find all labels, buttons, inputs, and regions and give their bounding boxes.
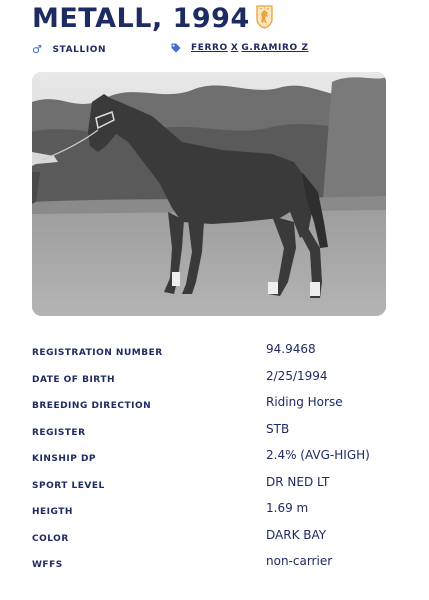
page-header — [32, 2, 273, 36]
detail-label: BREEDING DIRECTION — [32, 401, 152, 411]
detail-row-date-of-birth — [32, 367, 402, 394]
detail-label: HEIGTH — [32, 507, 73, 517]
detail-value: 2/25/1994 — [266, 368, 328, 383]
detail-value: 2.4% (AVG-HIGH) — [266, 448, 370, 462]
detail-value: Riding Horse — [266, 395, 343, 409]
page-title: METALL, 1994 — [32, 3, 250, 34]
horse-meta-row — [32, 43, 402, 57]
gender-label: STALLION — [52, 44, 107, 55]
damsire-link[interactable]: G.RAMIRO Z — [241, 43, 309, 53]
sire-link[interactable]: FERRO — [191, 43, 228, 53]
detail-label: WFFS — [32, 560, 63, 570]
rearing-horse-crest-icon — [256, 5, 273, 29]
detail-row-register — [32, 420, 402, 447]
detail-label: REGISTER — [32, 427, 86, 438]
detail-value: DARK BAY — [266, 527, 327, 542]
male-symbol-icon: ♂ — [32, 43, 43, 56]
detail-label: REGISTRATION NUMBER — [32, 348, 163, 358]
detail-label: KINSHIP DP — [32, 454, 97, 464]
detail-row-color — [32, 526, 402, 553]
detail-row-breeding-direction — [32, 393, 402, 420]
tag-icon — [171, 43, 181, 53]
detail-value: STB — [266, 421, 290, 436]
detail-label: COLOR — [32, 533, 69, 544]
detail-row-sport-level — [32, 473, 402, 500]
gender-info — [32, 43, 106, 56]
detail-row-wffs — [32, 552, 402, 579]
detail-value: DR NED LT — [266, 474, 330, 489]
detail-value: non-carrier — [266, 554, 333, 568]
detail-value: 1.69 m — [266, 501, 309, 515]
detail-value: 94.9468 — [266, 342, 316, 356]
detail-label: DATE OF BIRTH — [32, 374, 115, 385]
horse-details-list — [32, 340, 402, 579]
detail-row-kinship-dp — [32, 446, 402, 473]
pedigree-info — [171, 43, 309, 53]
pedigree-separator: X — [230, 43, 239, 53]
detail-label: SPORT LEVEL — [32, 480, 105, 491]
detail-row-height — [32, 499, 402, 526]
horse-photo — [32, 72, 386, 316]
detail-row-registration-number — [32, 340, 402, 367]
